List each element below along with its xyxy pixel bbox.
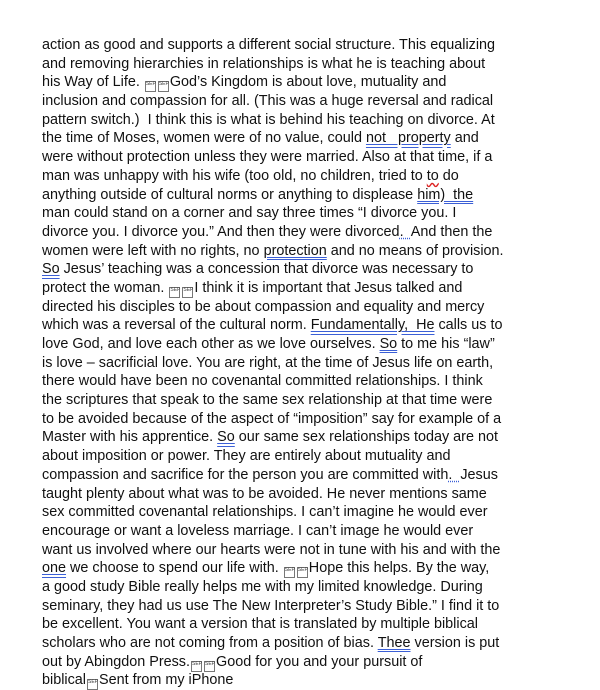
grammar-flagged-text: Fundamentally, He	[310, 317, 435, 334]
text-line	[42, 129, 572, 148]
separator-glyph-icon: SEP	[87, 679, 98, 690]
text-run: inclusion and compassion for all. (This was a huge reversal and radical	[42, 93, 494, 110]
text-run: action as good and supports a different social structure. This equalizing	[42, 37, 496, 53]
text-run: to me his “law”	[397, 336, 495, 352]
grammar-flagged-text: not property	[365, 130, 451, 147]
text-run: biblical	[42, 672, 86, 689]
text-run: version is put	[410, 635, 500, 651]
text-line	[42, 372, 572, 391]
grammar-flagged-text: So	[217, 429, 235, 446]
text-run: which was a reversal of the cultural norm.	[42, 317, 311, 334]
text-run: calls us to	[434, 317, 503, 334]
text-run: seminary, they had us use The New Interpreter’s Study Bible.” I find it to	[42, 597, 500, 614]
text-run: and	[450, 130, 479, 147]
text-line	[42, 111, 572, 130]
text-run: be excellent. You want a version that is translated by multiple biblical	[42, 616, 478, 633]
text-run: Master with his apprentice.	[42, 429, 218, 446]
text-run: And then the	[410, 223, 493, 240]
text-run: and removing hierarchies in relationships is what he is teaching about	[42, 55, 486, 72]
text-run: out by Abingdon Press.	[42, 653, 191, 670]
grammar-flagged-text: protection	[263, 242, 327, 259]
style-flagged-text: .	[448, 466, 461, 483]
text-run: pattern switch.) I think this is what is behind his teaching on divorce. At	[42, 111, 495, 128]
text-run: about imposition or power. They are entirely about mutuality and	[42, 448, 451, 465]
text-line	[42, 242, 572, 261]
text-line	[42, 186, 572, 205]
text-line	[42, 260, 572, 279]
text-line	[42, 335, 572, 354]
text-run: scholars who are not coming from a position of bias.	[42, 635, 378, 651]
text-run: there would have been no covenantal committed relationships. I think	[42, 373, 483, 390]
separator-glyph-icon: SEP	[284, 567, 295, 578]
text-line	[42, 298, 572, 317]
text-line	[42, 279, 572, 298]
spelling-flagged-text: to	[426, 167, 439, 184]
separator-glyph-icon: SEP	[182, 287, 193, 298]
text-line	[42, 503, 572, 522]
text-run: Hope this helps. By the way,	[308, 560, 490, 577]
text-line	[42, 55, 572, 74]
text-line	[42, 466, 572, 485]
text-line	[42, 485, 572, 504]
text-run: compassion and sacrifice for the person you are committed with	[42, 466, 449, 483]
text-run: encourage or want a loveless marriage. I can’t image he would ever	[42, 522, 474, 539]
text-line	[42, 634, 572, 653]
text-run: divorce you. I divorce you.” And then they were divorced	[42, 223, 400, 240]
text-line	[42, 522, 572, 541]
separator-glyph-icon: SEP	[297, 567, 308, 578]
separator-glyph-icon: SEP	[158, 81, 169, 92]
grammar-flagged-text: one	[42, 560, 67, 577]
text-line	[42, 559, 572, 578]
text-run: were without protection unless they were married. Also at that time, if a	[42, 149, 493, 166]
text-run: anything outside of cultural norms or anything to displease	[42, 186, 418, 203]
text-line	[42, 653, 572, 672]
text-run: sex committed covenantal relationships. I can’t imagine he would ever	[42, 504, 488, 521]
grammar-flagged-text: So	[379, 336, 398, 352]
style-flagged-text: .	[399, 223, 411, 240]
text-line	[42, 204, 572, 223]
separator-glyph-icon: SEP	[169, 287, 180, 298]
separator-glyph-icon: SEP	[145, 81, 156, 92]
text-line	[42, 541, 572, 560]
text-run: is love – sacrificial love. You are right, at the time of Jesus life on earth,	[42, 354, 494, 371]
text-run: protect the woman.	[42, 279, 169, 296]
text-run: a good study Bible really helps me with my limited knowledge. During	[42, 578, 483, 595]
text-line	[42, 316, 572, 335]
document-body	[42, 36, 572, 690]
text-run: the time of Moses, women were of no value, could	[42, 130, 366, 147]
text-run: want us involved where our hearts were not in tune with his and with the	[42, 541, 501, 558]
text-run: taught plenty about what was to be avoided. He never mentions same	[42, 485, 487, 502]
text-run: and no means of provision.	[326, 242, 504, 259]
text-run: to be avoided because of the aspect of “imposition” say for example of a	[42, 410, 502, 427]
text-line	[42, 36, 572, 55]
text-run: Jesus	[460, 466, 498, 483]
text-run: directed his disciples to be about compassion and equality and mercy	[42, 298, 485, 315]
separator-glyph-icon: SEP	[204, 661, 215, 672]
text-line	[42, 223, 572, 242]
text-line	[42, 354, 572, 373]
text-run: do	[438, 167, 459, 184]
text-line	[42, 92, 572, 111]
grammar-flagged-text: Thee	[377, 635, 411, 651]
grammar-flagged-text: So	[42, 261, 60, 278]
text-line	[42, 428, 572, 447]
text-line	[42, 410, 572, 429]
text-run: we choose to spend our life with.	[66, 560, 283, 577]
text-line	[42, 73, 572, 92]
text-line	[42, 447, 572, 466]
text-line	[42, 671, 572, 690]
text-run: our same sex relationships today are not	[234, 429, 498, 446]
text-run: God’s Kingdom is about love, mutuality and	[169, 74, 447, 91]
text-run: man was unhappy with his wife (too old, no children, tried to	[42, 167, 427, 184]
text-line	[42, 148, 572, 167]
text-run: the scriptures that speak to the same sex relationship at that time were	[42, 392, 493, 409]
text-line	[42, 597, 572, 616]
text-run: Good for you and your pursuit of	[216, 653, 423, 670]
text-line	[42, 578, 572, 597]
separator-glyph-icon: SEP	[191, 661, 202, 672]
text-run: I think it is important that Jesus talked and	[194, 279, 463, 296]
text-run: man could stand on a corner and say three times “I divorce you. I	[42, 205, 457, 222]
text-line	[42, 391, 572, 410]
grammar-flagged-text: him) the	[417, 186, 474, 203]
text-run: Sent from my iPhone	[99, 672, 234, 689]
text-line	[42, 167, 572, 186]
text-run: Jesus’ teaching was a concession that divorce was necessary to	[59, 261, 474, 278]
text-run: women were left with no rights, no	[42, 242, 264, 259]
text-run: his Way of Life.	[42, 74, 144, 91]
text-line	[42, 615, 572, 634]
text-run: love God, and love each other as we love ourselves.	[42, 336, 380, 352]
